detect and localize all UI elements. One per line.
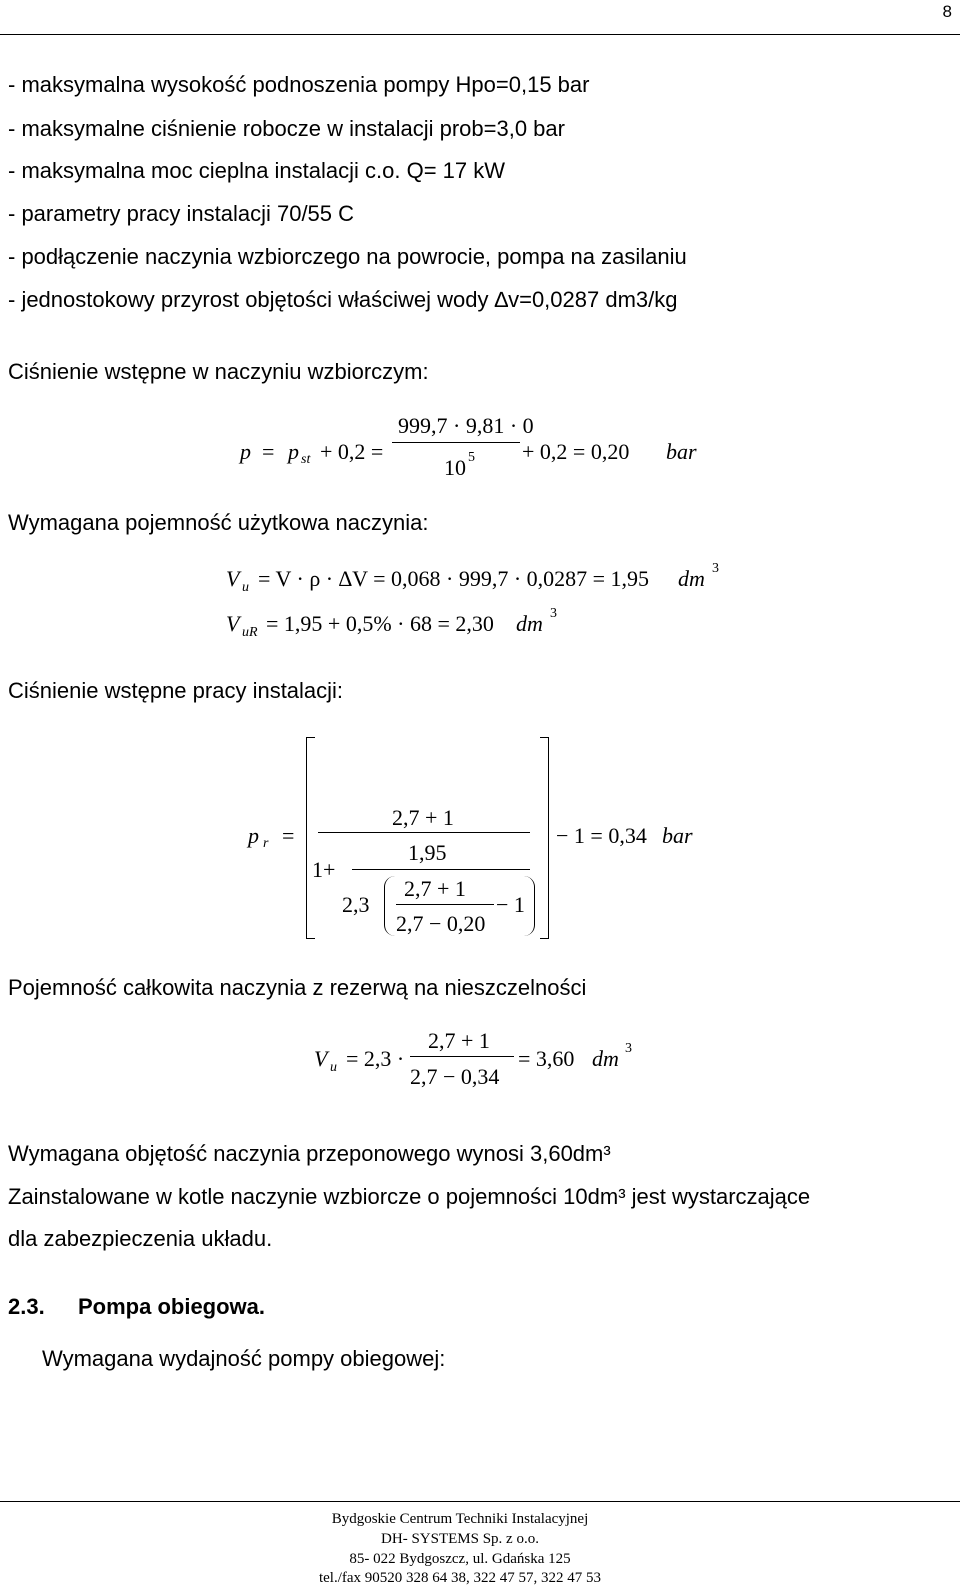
conclusion-line: Wymagana objętość naczynia przeponowego wynosi 3,60dm³ xyxy=(8,1141,611,1166)
list-item: - parametry pracy instalacji 70/55 C xyxy=(8,201,355,226)
footer-phone: tel./fax 90520 328 64 38, 322 47 57, 322 47 53 xyxy=(318,1570,602,1586)
footer-company: Bydgoskie Centrum Techniki Instalacyjnej xyxy=(331,1511,589,1527)
eq5-denominator: 2,7 − 0,34 xyxy=(410,1064,500,1089)
eq1-numerator: 999,7 · 9,81 · 0 xyxy=(398,413,534,438)
eq1-subscript-st: st xyxy=(301,452,311,467)
conclusion-line: dla zabezpieczenia układu. xyxy=(8,1226,273,1251)
eq1-denominator-base: 10 xyxy=(444,455,466,480)
eq4-main-fraction-bar xyxy=(318,832,530,833)
header-rule xyxy=(0,34,960,35)
eq1-fraction-bar xyxy=(392,442,520,443)
eq1-symbol-p-st: p xyxy=(288,439,299,464)
eq2-symbol-v: V xyxy=(226,566,240,591)
eq5-unit-exponent: 3 xyxy=(625,1041,632,1056)
eq5-unit: dm xyxy=(592,1046,619,1071)
eq4-one-plus: 1+ xyxy=(312,857,336,882)
list-item: - podłączenie naczynia wzbiorczego na powrocie, pompa na zasilaniu xyxy=(8,244,687,269)
eq4-inner-numerator: 2,7 + 1 xyxy=(404,876,466,901)
eq4-right-bracket xyxy=(540,737,549,939)
eq4-symbol-p: p xyxy=(248,823,259,848)
eq2-unit-exponent: 3 xyxy=(712,561,719,576)
eq4-equals: = xyxy=(282,823,295,848)
eq4-numerator: 2,7 + 1 xyxy=(392,805,454,830)
eq3-symbol-v: V xyxy=(226,611,240,636)
eq5-numerator: 2,7 + 1 xyxy=(428,1028,490,1053)
eq1-equals: = xyxy=(262,439,275,464)
section-title-pre-pressure: Ciśnienie wstępne w naczyniu wzbiorczym: xyxy=(8,359,429,384)
eq2-subscript-u: u xyxy=(242,580,249,595)
eq4-minus-one: − 1 xyxy=(496,892,525,917)
eq5-symbol-v: V xyxy=(314,1046,328,1071)
eq1-plus-term: + 0,2 = xyxy=(320,439,384,464)
eq4-subscript-r: r xyxy=(263,836,269,851)
footer-address: 85- 022 Bydgoszcz, ul. Gdańska 125 xyxy=(349,1551,571,1567)
list-item: - jednostokowy przyrost objętości właściwej wody ∆v=0,0287 dm3/kg xyxy=(8,287,678,312)
section-title-total-capacity: Pojemność całkowita naczynia z rezerwą na nieszczelności xyxy=(8,975,587,1000)
eq4-coefficient: 2,3 xyxy=(342,892,370,917)
eq4-unit: bar xyxy=(662,823,693,848)
eq5-fraction-bar xyxy=(410,1056,514,1057)
eq4-inner-fraction-bar xyxy=(396,904,494,905)
eq2-unit: dm xyxy=(678,566,705,591)
list-item: - maksymalne ciśnienie robocze w instalacji prob=3,0 bar xyxy=(8,116,565,141)
footer-rule xyxy=(0,1501,960,1502)
pump-intro: Wymagana wydajność pompy obiegowej: xyxy=(42,1346,446,1371)
list-item: - maksymalna wysokość podnoszenia pompy Hpo=0,15 bar xyxy=(8,72,590,97)
eq1-symbol-p: p xyxy=(240,439,251,464)
eq1-result: + 0,2 = 0,20 xyxy=(522,439,630,464)
section-heading: Pompa obiegowa. xyxy=(78,1294,266,1319)
eq4-secondary-fraction-bar xyxy=(352,869,530,870)
list-item: - maksymalna moc cieplna instalacji c.o. Q= 17 kW xyxy=(8,158,506,183)
eq3-subscript-ur: uR xyxy=(242,625,258,640)
eq4-left-paren xyxy=(384,876,395,936)
eq1-unit: bar xyxy=(666,439,697,464)
eq4-denominator-top: 1,95 xyxy=(408,840,447,865)
eq3-unit-exponent: 3 xyxy=(550,606,557,621)
page-number: 8 xyxy=(942,2,952,21)
eq5-subscript-u: u xyxy=(330,1060,337,1075)
eq3-unit: dm xyxy=(516,611,543,636)
footer-company-name: DH- SYSTEMS Sp. z o.o. xyxy=(381,1531,539,1547)
eq3-body: = 1,95 + 0,5% · 68 = 2,30 xyxy=(266,611,494,636)
eq5-result: = 3,60 xyxy=(518,1046,575,1071)
eq5-lead: = 2,3 · xyxy=(346,1046,405,1071)
eq2-body: = V · ρ · ∆V = 0,068 · 999,7 · 0,0287 = 1,95 xyxy=(258,566,650,591)
conclusion-line: Zainstalowane w kotle naczynie wzbiorcze o pojemności 10dm³ jest wystarczające xyxy=(8,1184,811,1209)
eq1-denominator-exponent: 5 xyxy=(468,450,475,465)
section-title-working-pressure: Ciśnienie wstępne pracy instalacji: xyxy=(8,678,344,703)
section-title-usable-capacity: Wymagana pojemność użytkowa naczynia: xyxy=(8,510,429,535)
section-number: 2.3. xyxy=(8,1294,45,1319)
eq4-inner-denominator: 2,7 − 0,20 xyxy=(396,911,486,936)
eq4-right-paren xyxy=(524,876,535,936)
eq4-result: − 1 = 0,34 xyxy=(556,823,647,848)
eq4-left-bracket xyxy=(306,737,315,939)
